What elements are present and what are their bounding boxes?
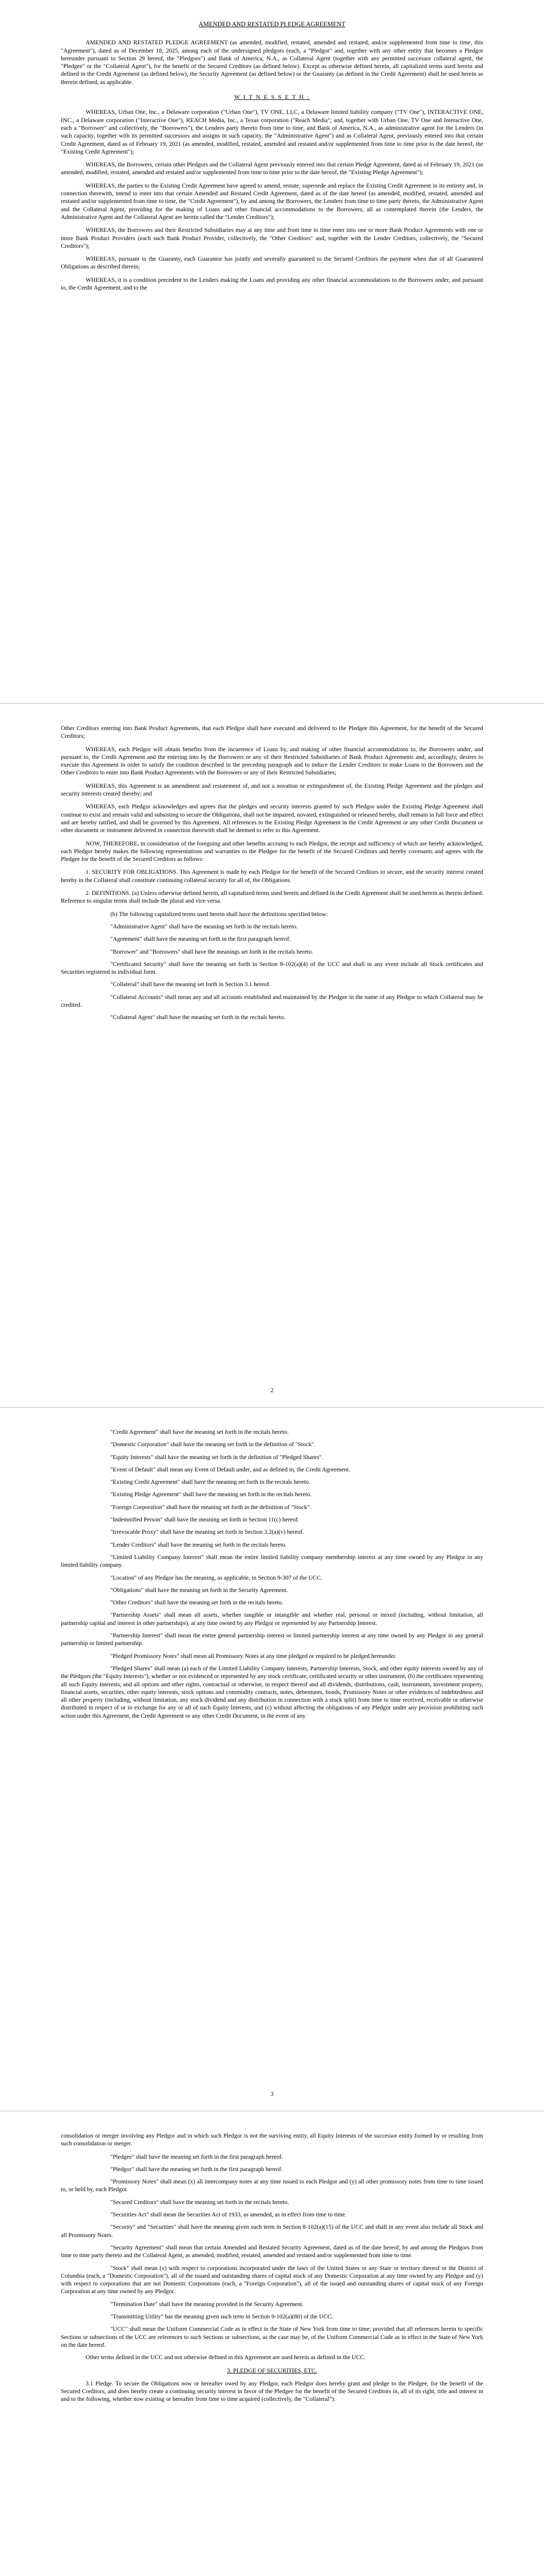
opening-paragraph: AMENDED AND RESTATED PLEDGE AGREEMENT (as amended, modified, restated, amended and restated, and/or supplemented from time to time, this "Agreement"), dated as of December 18, 2025, among each of the undersigned pledgors (each, a "Pledgor" and, together with any other entity that becomes a Pledgor hereunder pursuant to Section 29 hereof, the "Pledgors") and Bank of America, N.A., as Collateral Agent (together with any permitted successor collateral agent, the "Pledgee" or the "Collateral Agent"), for the benefit of the Secured Creditors (as defined below). Except as otherwise defined herein, all capitalized terms used herein and defined in the Credit Agreement (as defined below), the Security Agreement (as defined below) or the Guaranty (as defined in the Credit Agreement) shall be used herein as therein defined, as applicable. [61,39,483,86]
definition-item: "Pledgor" shall have the meaning set forth in the first paragraph hereof. [110,2165,283,2173]
definition-item: "Obligations" shall have the meaning set forth in the Security Agreement. [110,1586,288,1594]
document-page-1 [0,0,544,703]
recital-paragraph: WHEREAS, Urban One, Inc., a Delaware corporation ("Urban One"), TV ONE, LLC, a Delaware limited liability company ("TV One"), INTERACTIVE ONE, INC., a Delaware corporation ("Interactive One"), REACH Media, Inc., a Texas corporation ("Reach Media"; and, together with Urban One, TV One and Interactive One, each a "Borrower" and collectively, the "Borrowers"), the Lenders party thereto from time to time, and Bank of America, N.A., as administrative agent for the Lenders (in such capacity, together with its permitted successors and assigns in such capacity, the "Administrative Agent") and as Collateral Agent, previously entered into that certain Credit Agreement, dated as of February 19, 2021 (as amended, modified, restated, amended and restated and/or supplemented from time to time prior to the date hereof, the "Existing Credit Agreement"); [61,109,483,155]
definition-item: "Credit Agreement" shall have the meaning set forth in the recitals hereto. [110,1429,289,1435]
definition-item: "Collateral" shall have the meaning set forth in Section 3.1 hereof. [110,981,271,988]
definition-item: "Existing Credit Agreement" shall have the meaning set forth in the recitals hereto. [110,1479,310,1486]
section-2-definitions: 2. DEFINITIONS. (a) Unless otherwise defined herein, all capitalized terms used herein and defined in the Credit Agreement shall be used herein as therein defined. Reference to singular terms shall include the plural and vice versa. [61,890,483,905]
document-page-3 [0,1408,544,2111]
recital-paragraph: WHEREAS, the parties to the Existing Credit Agreement have agreed to amend, restate, supersede and replace the Existing Credit Agreement in its entirety and, in connection therewith, intend to enter into that certain Amended and Restated Credit Agreement, dated as of the date hereof (as amended, modified, restated, amended and restated and/or supplemented from time to time, the "Credit Agreement"), by and among the Borrowers, the Lenders from time to time party thereto, the Administrative Agent and the Collateral Agent, providing for the making of Loans and other financial accommodations to the Borrowers, all as contemplated therein (the Lenders, the Administrative Agent and the Collateral Agent are herein called the "Lender Creditors"); [61,182,483,221]
definition-item: "Event of Default" shall mean any Event of Default under, and as defined in, the Credit Agreement. [110,1466,351,1473]
section-3-heading [61,2367,483,2375]
definition-item: "Limited Liability Company Interest" shall mean the entire limited liability company membership interest at any time owned by any Pledgor in any limited liability company. [61,1553,483,1569]
definition-item: "Collateral Accounts" shall mean any and all accounts established and maintained by the Pledgee in the name of any Pledgor to which Collateral may be credited. [61,993,483,1009]
definition-item: "Administrative Agent" shall have the meaning set forth in the recitals hereto. [110,923,298,930]
definition-item: "Security" and "Securities" shall have the meaning given such term in Section 8-102(a)(15) of the UCC and shall in any event also include all Stock and all Promissory Notes. [61,2224,483,2239]
section-3-heading-text: 3. PLEDGE OF SECURITIES, ETC. [227,2367,317,2374]
definition-item: "Collateral Agent" shall have the meaning set forth in the recitals hereto. [110,1014,286,1021]
definition-item: "Pledged Shares" shall mean (a) each of the Limited Liability Company Interests, Partnership Interests, Stock, and other equity interests owned by any of the Pledgors (the "Equity Interests"), whether or not evidenced or represented by any stock certificate, certificated security or other instrument, (b) the certificates representing all such Equity Interests, and all options and other rights, contractual or otherwise, in respect thereof and all dividends, distributions, cash, instruments, investment property, financial assets, securities, other equity interests, stock options and commodity contracts, notes, debentures, bonds, Promissory Notes or other evidences of indebtedness and all other property (including, without limitation, any stock dividend and any distribution in connection with a stock split) from time to time received, receivable or otherwise distributed in respect of or in exchange for any or all of such Equity Interests, and (c) without affecting the obligations of any Pledgor under any provision prohibiting such action under this Agreement, the Credit Agreement or any other Credit Document, in the event of any [61,1665,483,1719]
definition-item: "Promissory Notes" shall mean (x) all intercompany notes at any time issued to each Pledgor and (y) all other promissory notes from time to time issued to, or held by, each Pledgor. [61,2178,483,2193]
definition-item: "Partnership Assets" shall mean all assets, whether tangible or intangible and whether real, personal or mixed (including, without limitation, all partnership capital and interest in other partnerships), at any time owned by any Pledgor or represented by any Partnership Interest. [61,1612,483,1626]
definition-item: "Secured Creditors" shall have the meaning set forth in the recitals hereto. [110,2198,289,2206]
definition-item: "Indemnified Person" shall have the meaning set forth in Section 11(c) hereof. [110,1516,300,1523]
document-title: AMENDED AND RESTATED PLEDGE AGREEMENT [199,21,345,28]
definition-item: "Certificated Security" shall have the meaning set forth in Section 8-102(a)(4) of the UCC and shall in any event include all Stock certificates and Securities registered in individual form. [61,960,483,976]
definition-item: "UCC" shall mean the Uniform Commercial Code as in effect in the State of New York from time to time; provided that all references herein to specific Sections or subsections of the UCC are references to such Sections or subsections, as the case may be, of the Uniform Commercial Code as in effect in the State of New York on the date hereof. [61,2326,483,2348]
definition-item: "Securities Act" shall mean the Securities Act of 1933, as amended, as in effect from time to time. [110,2211,347,2218]
definition-item: "Existing Pledge Agreement" shall have the meaning set forth in the recitals hereto. [110,1491,312,1498]
continued-paragraph: consolidation or merger involving any Pledgor and in which such Pledgor is not the surviving entity, all Equity Interests of the successor entity formed by or resulting from such consolidation or merger. [61,2132,483,2147]
definitions-intro: (b) The following capitalized terms used herein shall have the definitions specified below: [110,910,328,918]
document-page-2 [0,704,544,1407]
definition-item: "Transmitting Utility" has the meaning given such term in Section 9-102(a)(80) of the UCC. [110,2313,333,2320]
definition-item: "Termination Date" shall have the meaning provided in the Security Agreement. [110,2300,304,2308]
page-number: 2 [270,1387,274,1394]
section-3-1-pledge: 3.1 Pledge. To secure the Obligations now or hereafter owed by any Pledgor, each Pledgor does hereby grant and pledge to the Pledgee, for the benefit of the Secured Creditors, and does hereby create a continuing security interest in favor of the Pledgee for the benefit of the Secured Creditors in, all of its right, title and interest in and to the following, whether now existing or hereafter from time to time acquired (collectively, the "Collateral"): [61,2380,483,2403]
recital-paragraph: WHEREAS, it is a condition precedent to the Lenders making the Loans and providing any other financial accommodations to the Borrowers under, and pursuant to, the Credit Agreement, and to the [61,276,483,292]
definition-item: "Security Agreement" shall mean that certain Amended and Restated Security Agreement, dated as of the date hereof, by and among the Pledgors from time to time party thereto and the Collateral Agent, as amended, modified, restated, amended and restated and/or supplemented from time to time. [61,2244,483,2259]
recital-paragraph: WHEREAS, each Pledgor will obtain benefits from the incurrence of Loans by, and making of other financial accommodations to, the Borrowers under, and pursuant to, the Credit Agreement and the entering into by the Borrowers or any of their Restricted Subsidiaries of Bank Product Agreements and, accordingly, desires to execute this Agreement in order to satisfy the condition described in the preceding paragraph and to induce the Lender Creditors to make Loans to the Borrowers and the Other Creditors to enter into Bank Product Agreements with the Borrowers or any of their Restricted Subsidiaries; [61,745,483,776]
now-therefore-paragraph: NOW, THEREFORE, in consideration of the foregoing and other benefits accruing to each Pledgor, the receipt and sufficiency of which are hereby acknowledged, each Pledgor hereby makes the following representations and warranties to the Pledgee for the benefit of the Secured Creditors and hereby covenants and agrees with the Pledgee for the benefit of the Secured Creditors as follows: [61,840,483,863]
definition-item: "Stock" shall mean (x) with respect to corporations incorporated under the laws of the United States or any State or territory thereof or the District of Columbia (each, a "Domestic Corporation"), all of the issued and outstanding shares of capital stock of any Domestic Corporation at any time owned by any Pledgor and (y) with respect to corporations that are not Domestic Corporations (each, a "Foreign Corporation"), all of the issued and outstanding shares of capital stock of any Foreign Corporation at any time owned by any Pledgor. [61,2264,483,2295]
witnesseth-heading: W I T N E S S E T H : [234,94,310,101]
section-1-security: 1. SECURITY FOR OBLIGATIONS. This Agreement is made by each Pledgor for the benefit of the Secured Creditors to secure, and the security interest created hereby in the Collateral shall constitute continuing collateral security for all of, the Obligations. [61,869,483,884]
continued-paragraph: Other Creditors entering into Bank Product Agreements, that each Pledgor shall have executed and delivered to the Pledgee this Agreement, for the benefit of the Secured Creditors; [61,725,483,740]
definition-item: "Equity Interests" shall have the meaning set forth in the definition of "Pledged Shares". [110,1453,323,1461]
recital-paragraph: WHEREAS, the Borrowers, certain other Pledgors and the Collateral Agent previously entered into that certain Pledge Agreement, dated as of February 19, 2021 (as amended, modified, restated, amended and restated and/or supplemented from time to time prior to the date hereof, the "Existing Pledge Agreement"); [61,161,483,176]
definition-item: "Partnership Interest" shall mean the entire general partnership interest or limited partnership interest at any time owned by any Pledgor in any general partnership or limited partnership. [61,1632,483,1647]
recital-paragraph: WHEREAS, this Agreement is an amendment and restatement of, and not a novation or extinguishment of, the Existing Pledge Agreement and the pledges and security interests created thereby; and [61,782,483,798]
definition-item: "Irrevocable Proxy" shall have the meaning set forth in Section 3.2(a)(v) hereof. [110,1529,304,1536]
recital-paragraph: WHEREAS, the Borrowers and their Restricted Subsidiaries may at any time and from time to time enter into one or more Bank Product Agreements with one or more Bank Product Providers (each such Bank Product Provider, collectively, the "Other Creditors" and, together with the Lender Creditors, collectively, the "Secured Creditors"); [61,227,483,249]
recital-paragraph: WHEREAS, pursuant to the Guaranty, each Guarantor has jointly and severally guaranteed to the Secured Creditors the payment when due of all Guaranteed Obligations as described therein; [61,256,483,270]
definition-item: "Other Creditors" shall have the meaning set forth in the recitals hereto. [110,1599,284,1606]
definition-item: "Agreement" shall have the meaning set forth in the first paragraph hereof. [110,936,291,943]
definition-item: "Pledged Promissory Notes" shall mean all Promissory Notes at any time pledged or required to be pledged hereunder. [110,1652,397,1659]
definition-item: "Lender Creditors" shall have the meaning set forth in the recitals hereto. [110,1541,287,1548]
definition-item: "Location" of any Pledgor has the meaning, as applicable, in Section 9-307 of the UCC. [110,1574,323,1581]
ucc-terms-paragraph: Other terms defined in the UCC and not otherwise defined in this Agreement are used herein as defined in the UCC. [86,2354,366,2361]
document-page-4 [0,2111,544,2576]
definition-item: "Foreign Corporation" shall have the meaning set forth in the definition of "Stock". [110,1503,311,1511]
page-number: 3 [270,2091,274,2097]
recital-paragraph: WHEREAS, each Pledgor acknowledges and agrees that the pledges and security interests granted by such Pledgor under the Existing Pledge Agreement shall continue to exist and remain valid and subsisting to secure the Obligations, shall not be impaired, novated, extinguished or released hereby, shall remain in full force and effect and are hereby ratified, and shall be governed by this Agreement. All references to the Existing Pledge Agreement in the Credit Agreement or any other Credit Document or other document or instrument delivered in connection therewith shall be deemed to refer to this Agreement. [61,803,483,834]
definition-item: "Domestic Corporation" shall have the meaning set forth in the definition of "Stock". [110,1441,316,1448]
definition-item: "Pledgee" shall have the meaning set forth in the first paragraph hereof. [110,2153,283,2160]
definition-item: "Borrower" and "Borrowers" shall have the meanings set forth in the recitals hereto. [110,948,314,955]
